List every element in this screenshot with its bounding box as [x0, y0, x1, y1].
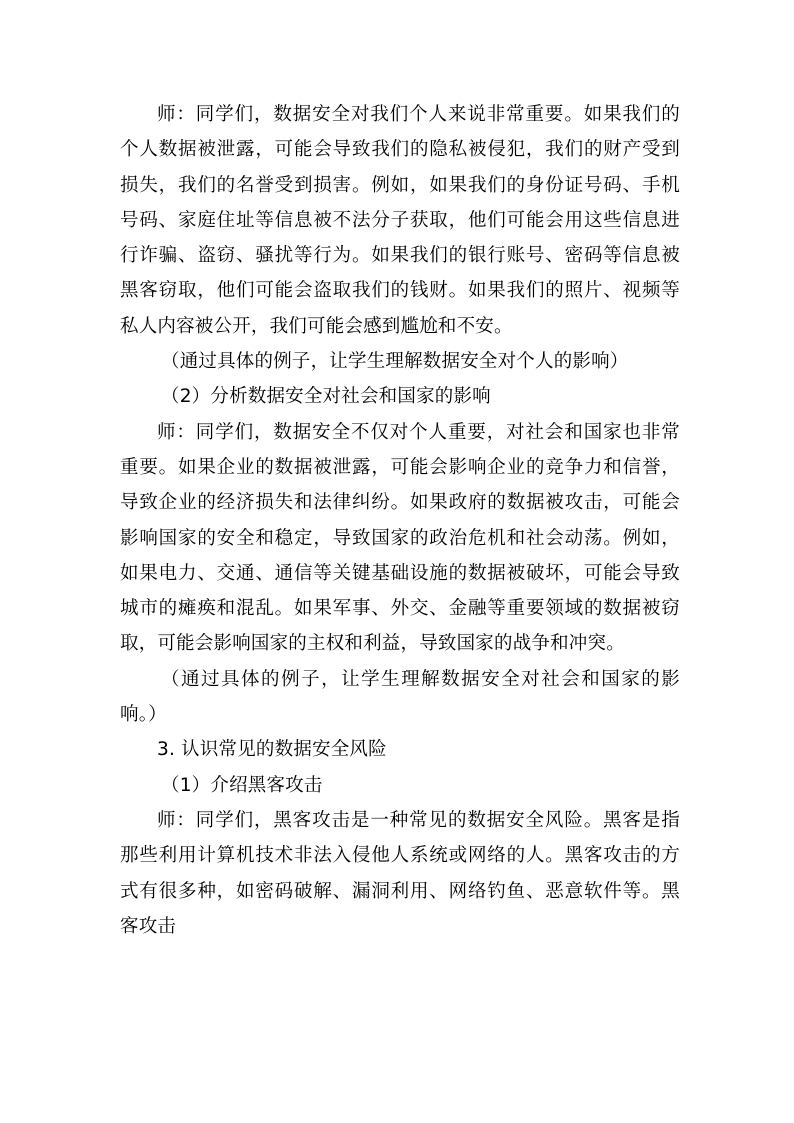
paragraph-society-impact: 师：同学们，数据安全不仅对个人重要，对社会和国家也非常重要。如果企业的数据被泄露，可能会影响企业的竞争力和信誉，导致企业的经济损失和法律纠纷。如果政府的数据被攻击，可能会影响国家的安全和稳定，导致国家的政治危机和社会动荡。例如，如果电力、交通、通信等关键基础设施的数据被破坏，可能会导致城市的瘫痪和混乱。如果军事、外交、金融等重要领域的数据被窃取，可能会影响国家的主权和利益，导致国家的战争和冲突。: [120, 421, 680, 655]
note-personal-impact: （通过具体的例子，让学生理解数据安全对个人的影响）: [161, 351, 629, 373]
subheading-hacker-attack: （1）介绍黑客攻击: [161, 774, 323, 796]
document-body: [120, 97, 680, 944]
paragraph-hacker-attack: 师：同学们，黑客攻击是一种常见的数据安全风险。黑客是指那些利用计算机技术非法入侵他人系统或网络的人。黑客攻击的方式有很多种，如密码破解、漏洞利用、网络钓鱼、恶意软件等。黑客攻击: [120, 809, 680, 937]
paragraph-personal-impact: 师：同学们，数据安全对我们个人来说非常重要。如果我们的个人数据被泄露，可能会导致我们的隐私被侵犯，我们的财产受到损失，我们的名誉受到损害。例如，如果我们的身份证号码、手机号码、家庭住址等信息被不法分子获取，他们可能会用这些信息进行诈骗、盗窃、骚扰等行为。如果我们的银行账号、密码等信息被黑客窃取，他们可能会盗取我们的钱财。如果我们的照片、视频等私人内容被公开，我们可能会感到尴尬和不安。: [120, 104, 680, 337]
note-society-impact: （通过具体的例子，让学生理解数据安全对社会和国家的影响。）: [120, 668, 680, 726]
subheading-society-impact: （2）分析数据安全对社会和国家的影响: [161, 386, 491, 408]
heading-common-risks: 3. 认识常见的数据安全风险: [157, 739, 387, 761]
